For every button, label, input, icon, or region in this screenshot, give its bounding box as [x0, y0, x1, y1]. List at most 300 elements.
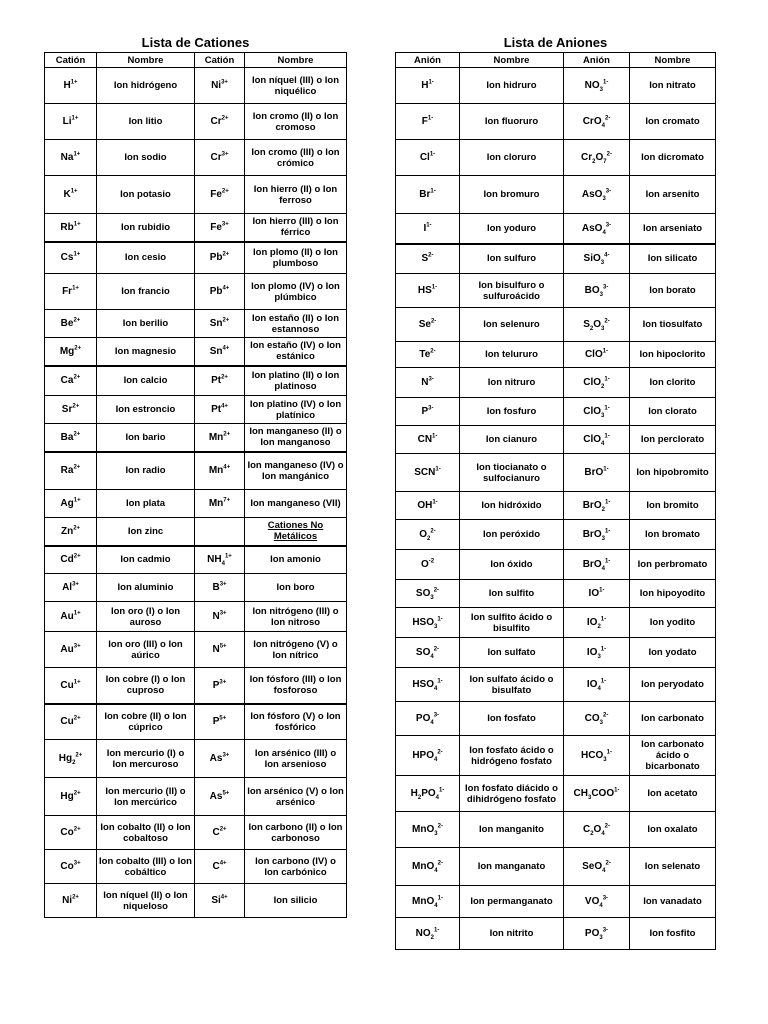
ion-name-cell: Ion silicio: [245, 884, 347, 918]
ion-charge: 2-: [428, 252, 434, 259]
ion-charge: 3+: [219, 679, 227, 686]
ion-name-cell: Ion carbonato: [630, 702, 716, 736]
ion-charge: 2-: [433, 587, 440, 594]
table-row: [45, 704, 347, 740]
table-row: [396, 426, 716, 454]
ion-charge: 1-: [432, 433, 438, 440]
ion-symbol-cell: [195, 140, 245, 176]
ion-symbol-cell: [45, 740, 97, 778]
ion-name-cell: Ion platino (IV) o Ion platínico: [245, 396, 347, 424]
ion-name-cell: Ion cianuro: [460, 426, 564, 454]
name-col-header: Nombre: [630, 53, 716, 68]
ion-charge: 2-: [604, 823, 611, 830]
ion-name-cell: Ion fosfato diácido o dihidrógeno fosfato: [460, 776, 564, 812]
ion-name-cell: Ion arsénico (III) o Ion arsenioso: [245, 740, 347, 778]
anion-list-title: Lista de Aniones: [503, 35, 608, 50]
ion-name-cell: Ion sulfuro: [460, 244, 564, 274]
table-row: [396, 68, 716, 104]
ion-name-cell: Ion hidróxido: [460, 492, 564, 520]
ion-symbol-cell: [564, 886, 630, 918]
ion-symbol-cell: [564, 918, 630, 950]
ion-name-cell: Ion níquel (III) o Ion niquélico: [245, 68, 347, 104]
ion-symbol-cell: [564, 426, 630, 454]
ion-name-cell: Ion bromito: [630, 492, 716, 520]
ion-charge: 2-: [606, 151, 612, 158]
ion-subscript: 4: [430, 720, 434, 726]
ion-symbol-cell: [195, 68, 245, 104]
table-row: [45, 176, 347, 214]
ion-formula: OH: [417, 500, 433, 511]
ion-symbol-cell: [195, 704, 245, 740]
ion-name-cell: Ion arsénico (V) o Ion arsénico: [245, 778, 347, 816]
table-row: [45, 632, 347, 668]
ion-name-cell: Ion hipoclorito: [630, 342, 716, 368]
ion-symbol-cell: [45, 140, 97, 176]
ion-charge: 3-: [433, 712, 440, 719]
ion-name-cell: Ion yodato: [630, 638, 716, 668]
ion-charge: 1-: [429, 151, 436, 158]
ion-subscript: 2: [430, 935, 434, 941]
ion-name-cell: Ion fosfuro: [460, 398, 564, 426]
ion-name-cell: Ion rubidio: [97, 214, 195, 242]
ion-subscript: 2: [72, 760, 76, 766]
ion-formula: IO: [588, 588, 600, 599]
ion-name-cell: Ion peryodato: [630, 668, 716, 702]
ion-subscript: 3: [602, 196, 606, 202]
ion-symbol-cell: [195, 338, 245, 366]
ion-formula: B: [212, 582, 220, 593]
ion-symbol-cell: [195, 176, 245, 214]
table-row: [396, 368, 716, 398]
ion-charge: 1-: [614, 787, 620, 794]
ion-symbol-cell: [45, 310, 97, 338]
ion-subscript: 3: [587, 795, 592, 801]
ion-symbol-cell: [396, 492, 460, 520]
ion-name-cell: Ion amonio: [245, 546, 347, 574]
anion-sheet: [395, 34, 716, 950]
ion-charge: 1-: [603, 79, 609, 86]
ion-charge: 1+: [70, 79, 78, 86]
ion-symbol-cell: [195, 778, 245, 816]
ion-charge: 1-: [430, 188, 436, 195]
anion-table-body: [396, 68, 716, 950]
ion-name-cell: Ion fosfato ácido o hidrógeno fosfato: [460, 736, 564, 776]
ion-symbol-cell: [195, 424, 245, 452]
ion-charge: 1-: [604, 558, 611, 565]
cation-col-header: Catión: [45, 53, 97, 68]
ion-symbol-cell: [195, 850, 245, 884]
table-row: [45, 338, 347, 366]
ion-charge: 1+: [73, 679, 81, 686]
ion-symbol-cell: [564, 736, 630, 776]
table-row: [396, 454, 716, 492]
ion-formula: Ag: [60, 498, 74, 509]
ion-name-cell: Ion arsenito: [630, 176, 716, 214]
ion-formula: Au: [60, 611, 74, 622]
ion-subscript: 3: [434, 831, 438, 837]
table-row: [396, 668, 716, 702]
ion-charge: 2-: [604, 318, 610, 325]
ion-name-cell: Ion sulfito ácido o bisulfito: [460, 608, 564, 638]
ion-formula: Mn: [208, 431, 224, 443]
ion-symbol-cell: [45, 778, 97, 816]
ion-charge: 2+: [223, 431, 231, 438]
ion-formula: SiO: [583, 253, 601, 265]
table-row: [45, 396, 347, 424]
ion-name-cell: Ion óxido: [460, 550, 564, 580]
ion-name-cell: Ion nitruro: [460, 368, 564, 398]
ion-charge: 2+: [222, 317, 230, 324]
ion-charge: 2+: [73, 374, 81, 381]
ion-name-cell: Ion oro (I) o Ion auroso: [97, 602, 195, 632]
table-row: [396, 702, 716, 736]
ion-symbol-cell: [396, 140, 460, 176]
ion-charge: 3+: [222, 752, 230, 759]
ion-symbol-cell: [45, 850, 97, 884]
ion-name-cell: Ion selenato: [630, 848, 716, 886]
ion-formula: CO: [584, 713, 600, 724]
table-row: [45, 242, 347, 274]
ion-name-cell: Ion perclorato: [630, 426, 716, 454]
ion-name-cell: Ion acetato: [630, 776, 716, 812]
table-row: [45, 68, 347, 104]
ion-charge: 2-: [437, 749, 443, 756]
ion-name-cell: Ion cromo (II) o Ion cromoso: [245, 104, 347, 140]
ion-subscript: 2: [590, 831, 594, 837]
ion-symbol-cell: [195, 104, 245, 140]
ion-symbol-cell: [396, 368, 460, 398]
ion-symbol-cell: [564, 668, 630, 702]
ion-name-cell: Ion yodito: [630, 608, 716, 638]
ion-symbol-cell: [195, 396, 245, 424]
ion-formula: C: [212, 827, 220, 838]
ion-symbol-cell: [45, 396, 97, 424]
table-row: [396, 140, 716, 176]
ion-name-cell: Ion carbonato ácido o bicarbonato: [630, 736, 716, 776]
ion-symbol-cell: [564, 580, 630, 608]
ion-charge: 4-: [604, 252, 610, 259]
ion-name-cell: Ion oro (III) o Ion aúrico: [97, 632, 195, 668]
ion-formula: F: [421, 116, 428, 127]
ion-symbol-cell: [195, 884, 245, 918]
ion-subscript: 4: [601, 566, 605, 572]
ion-formula: Cl: [419, 152, 430, 163]
ion-symbol-cell: [195, 816, 245, 850]
ion-formula: O: [593, 824, 602, 835]
ion-subscript: 4: [433, 757, 438, 763]
ion-name-cell: Ion nitrógeno (III) o Ion nitroso: [245, 602, 347, 632]
ion-symbol-cell: [396, 454, 460, 492]
ion-name-cell: Ion bromato: [630, 520, 716, 550]
ion-formula: Br: [419, 189, 431, 200]
ion-formula: NH: [207, 554, 222, 566]
ion-charge: 1-: [604, 499, 611, 506]
ion-formula: Mg: [59, 345, 75, 357]
ion-charge: 2+: [75, 752, 83, 759]
ion-charge: 2+: [73, 525, 81, 532]
ion-symbol-cell: [564, 342, 630, 368]
ion-name-cell: Ion carbono (IV) o Ion carbónico: [245, 850, 347, 884]
ion-name-cell: Ion manganeso (VII): [245, 490, 347, 518]
ion-formula: I: [423, 222, 427, 234]
cation-table: [44, 52, 347, 918]
ion-formula: S: [421, 253, 429, 265]
ion-formula: Hg: [60, 791, 74, 802]
ion-charge: 5+: [219, 643, 227, 650]
ion-formula: Pb: [209, 252, 223, 264]
ion-formula: Cu: [60, 679, 74, 691]
ion-formula: Cd: [60, 554, 74, 566]
ion-symbol-cell: [195, 366, 245, 396]
cation-header-row: [45, 53, 347, 68]
ion-name-cell: Ion plata: [97, 490, 195, 518]
table-row: [45, 602, 347, 632]
ion-symbol-cell: [564, 368, 630, 398]
ion-charge: 2+: [221, 115, 229, 122]
ion-name-cell: Ion cesio: [97, 242, 195, 274]
ion-symbol-cell: [396, 214, 460, 244]
ion-formula: IO: [586, 647, 598, 658]
ion-charge: 2-: [430, 318, 437, 325]
ion-formula: PO: [421, 788, 436, 799]
ion-name-cell: Ion bario: [97, 424, 195, 452]
ion-name-cell: Ion plomo (IV) o Ion plúmbico: [245, 274, 347, 310]
ion-formula: Mn: [208, 465, 224, 477]
ion-symbol-cell: [45, 632, 97, 668]
ion-symbol-cell: [396, 580, 460, 608]
ion-name-cell: Ion perbromato: [630, 550, 716, 580]
table-row: [396, 918, 716, 950]
ion-charge: 2+: [73, 431, 81, 438]
ion-formula: Cr: [210, 116, 222, 127]
table-row: [45, 850, 347, 884]
ion-symbol-cell: [396, 68, 460, 104]
ion-formula: BrO: [582, 500, 602, 511]
ion-symbol-cell: [564, 638, 630, 668]
ion-formula: Zn: [60, 525, 74, 537]
ion-symbol-cell: [396, 638, 460, 668]
ion-name-cell: Ion clorato: [630, 398, 716, 426]
ion-symbol-cell: [564, 702, 630, 736]
ion-name-cell: Ion manganeso (IV) o Ion mangánico: [245, 452, 347, 490]
table-row: [396, 580, 716, 608]
ion-symbol-cell: [45, 214, 97, 242]
ion-formula: ClO: [583, 406, 602, 417]
ion-charge: 3-: [428, 405, 434, 412]
ion-charge: 2+: [73, 317, 81, 324]
ion-subscript: 3: [599, 935, 603, 941]
ion-symbol-cell: [396, 520, 460, 550]
ion-symbol-cell: [45, 424, 97, 452]
ion-symbol-cell: [195, 574, 245, 602]
ion-symbol-cell: [45, 274, 97, 310]
ion-name-cell: Ion tiosulfato: [630, 308, 716, 342]
ion-charge: 1-: [435, 466, 441, 473]
ion-subscript: 4: [434, 868, 438, 874]
ion-name-cell: Ion silicato: [630, 244, 716, 274]
ion-formula: Ni: [62, 895, 73, 906]
ion-formula: Co: [60, 861, 74, 872]
ion-subscript: 4: [599, 903, 603, 909]
ion-symbol-cell: [195, 490, 245, 518]
ion-symbol-cell: [564, 848, 630, 886]
ion-formula: S: [583, 319, 590, 330]
ion-charge: 2+: [221, 374, 228, 381]
ion-charge: 1+: [73, 610, 81, 617]
ion-charge: 3+: [221, 151, 229, 158]
ion-formula: SeO: [582, 861, 603, 872]
ion-charge: 1-: [434, 927, 440, 934]
ion-subscript: 3: [433, 624, 438, 630]
ion-name-cell: Ion hidruro: [460, 68, 564, 104]
ion-name-cell: Ion fósforo (III) o Ion fosforoso: [245, 668, 347, 704]
ion-charge: 1-: [603, 466, 609, 473]
ion-subscript: 4: [601, 831, 605, 837]
ion-subscript: 3: [601, 326, 605, 332]
ion-formula: P: [421, 406, 429, 417]
table-row: [45, 310, 347, 338]
ion-symbol-cell: [45, 490, 97, 518]
ion-subscript: 4: [430, 654, 434, 660]
ion-formula: HS: [417, 285, 432, 296]
ion-formula: Fe: [210, 189, 222, 200]
ion-formula: MnO: [412, 824, 435, 835]
ion-subscript: 4: [602, 229, 606, 236]
ion-subscript: 2: [592, 159, 596, 165]
table-row: [396, 736, 716, 776]
cation-table-body: [45, 68, 347, 918]
ion-name-cell: Ion cobre (I) o Ion cuproso: [97, 668, 195, 704]
ion-charge: 3-: [603, 284, 609, 291]
table-row: [45, 546, 347, 574]
ion-formula: Ra: [60, 465, 74, 477]
ion-symbol-cell: [45, 366, 97, 396]
ion-charge: 1-: [604, 376, 610, 383]
ion-subscript: 3: [597, 654, 601, 660]
ion-charge: 3-: [605, 188, 612, 195]
ion-formula: HCO: [581, 750, 604, 761]
ion-symbol-cell: [564, 176, 630, 214]
ion-name-cell: Ion sulfato ácido o bisulfato: [460, 668, 564, 702]
ion-symbol-cell: [396, 274, 460, 308]
ion-name-cell: Ion sulfito: [460, 580, 564, 608]
ion-formula: O: [420, 559, 429, 570]
ion-name-cell: Ion fluoruro: [460, 104, 564, 140]
ion-subscript: 2: [597, 624, 601, 630]
ion-formula: SO: [415, 647, 431, 658]
ion-symbol-cell: [564, 550, 630, 580]
ion-charge: 1+: [73, 251, 81, 258]
ion-name-cell: Ion calcio: [97, 366, 195, 396]
ion-name-cell: Ion borato: [630, 274, 716, 308]
ion-symbol-cell: [396, 176, 460, 214]
ion-symbol-cell: [45, 518, 97, 546]
ion-subscript: 3: [599, 292, 603, 298]
ion-name-cell: Ion estaño (II) o Ion estannoso: [245, 310, 347, 338]
table-row: [45, 366, 347, 396]
ion-charge: 2+: [219, 826, 227, 833]
ion-charge: 3-: [428, 376, 434, 383]
table-row: [45, 668, 347, 704]
ion-subscript: 3: [603, 757, 607, 763]
ion-formula: COO: [591, 788, 615, 799]
ion-name-cell: Ion yoduro: [460, 214, 564, 244]
table-row: [396, 244, 716, 274]
ion-charge: 2-: [437, 823, 443, 830]
ion-symbol-cell: [564, 214, 630, 244]
ion-symbol-cell: [45, 816, 97, 850]
table-row: [45, 816, 347, 850]
ion-symbol-cell: [396, 398, 460, 426]
table-row: [396, 274, 716, 308]
ion-formula: PO: [584, 928, 600, 939]
ion-charge: 1-: [427, 115, 434, 122]
ion-subscript: 4: [601, 123, 605, 129]
ion-symbol-cell: [45, 668, 97, 704]
name-col-header: Nombre: [97, 53, 195, 68]
table-row: [396, 176, 716, 214]
ion-name-cell: Ion fósforo (V) o Ion fosfórico: [245, 704, 347, 740]
ion-formula: ClO: [584, 349, 603, 360]
ion-name-cell: Ion manganito: [460, 812, 564, 848]
ion-symbol-cell: [195, 518, 245, 546]
table-row: [45, 778, 347, 816]
ion-name-cell: Ion magnesio: [97, 338, 195, 366]
ion-name-cell: Ion hierro (II) o Ion ferroso: [245, 176, 347, 214]
table-row: [396, 342, 716, 368]
table-row: [396, 492, 716, 520]
ion-name-cell: Ion berilio: [97, 310, 195, 338]
ion-charge: 1-: [600, 646, 607, 653]
ion-charge: 2-: [430, 348, 436, 355]
ion-symbol-cell: [564, 776, 630, 812]
ion-charge: 1-: [437, 616, 443, 623]
ion-formula: MnO: [412, 896, 435, 907]
ion-name-cell: Ion cloruro: [460, 140, 564, 176]
ion-name-cell: Ion fosfato: [460, 702, 564, 736]
ion-charge: 1-: [428, 79, 434, 86]
ion-charge: 5+: [222, 790, 230, 797]
ion-charge: 1-: [604, 405, 610, 412]
table-row: [396, 608, 716, 638]
ion-formula: Cr: [210, 152, 222, 163]
ion-name-cell: Ion bisulfuro o sulfuroácido: [460, 274, 564, 308]
ion-formula: IO: [586, 679, 598, 690]
ion-formula: H: [63, 80, 71, 91]
table-row: [45, 518, 347, 546]
ion-formula: Li: [62, 116, 72, 127]
ion-formula: BrO: [582, 559, 602, 570]
ion-symbol-cell: [45, 176, 97, 214]
ion-formula: VO: [584, 896, 600, 907]
ion-charge: 2+: [72, 403, 80, 410]
ion-formula: IO: [586, 617, 598, 628]
ion-subscript: 4: [433, 686, 438, 692]
ion-charge: -2: [428, 558, 435, 565]
ion-name-cell: Ion sodio: [97, 140, 195, 176]
ion-formula: Si: [211, 895, 221, 906]
ion-charge: 4+: [222, 345, 230, 352]
ion-formula: Na: [60, 152, 74, 163]
ion-charge: 3+: [221, 79, 228, 86]
ion-formula: O: [595, 152, 604, 163]
ion-symbol-cell: [396, 550, 460, 580]
ion-formula: AsO: [581, 222, 603, 234]
ion-charge: 3+: [73, 643, 81, 650]
section-heading: Cationes No Metálicos: [267, 520, 324, 543]
ion-symbol-cell: [45, 574, 97, 602]
table-row: [396, 776, 716, 812]
